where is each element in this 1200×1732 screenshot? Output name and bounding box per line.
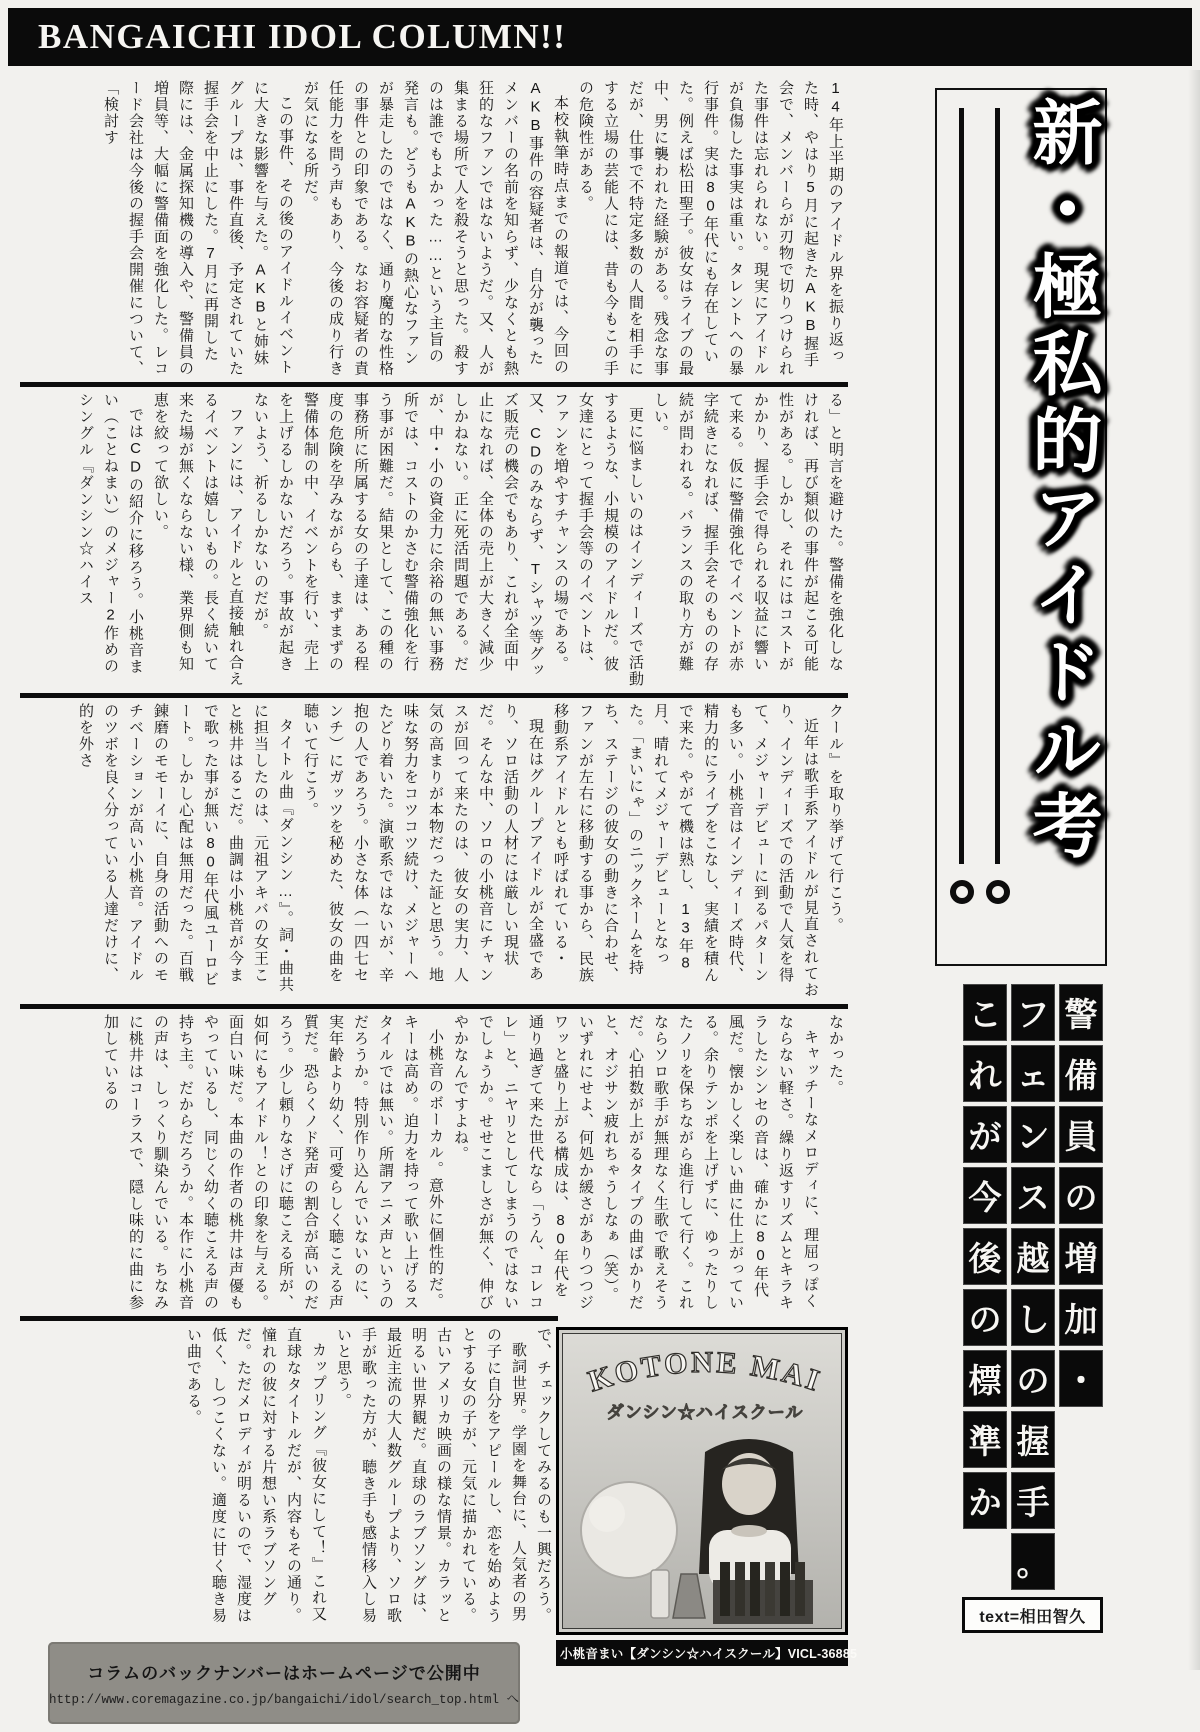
paragraph: なかった。 xyxy=(827,1014,844,1097)
cotton-candy xyxy=(581,1482,677,1578)
test-tube xyxy=(720,1562,730,1616)
masthead-banner xyxy=(8,8,1192,66)
decorative-line xyxy=(959,108,964,864)
article-band-2 xyxy=(20,392,848,688)
column-title-box xyxy=(935,88,1107,966)
subhead-tile: ェ xyxy=(1011,1045,1055,1102)
cd-jacket-frame xyxy=(556,1327,848,1635)
band-divider-rule xyxy=(20,1004,848,1009)
subhead-tile: こ xyxy=(963,984,1007,1041)
paragraph: で、チェックしてみるのも一興だろう。 xyxy=(535,1327,552,1624)
cd-logo-text: KOTONE MAI xyxy=(584,1345,827,1399)
subhead-tile: ン xyxy=(1011,1106,1055,1163)
paragraph: カップリング『彼女にして！』これ又直球なタイトルだが、内容もその通り。憧れの彼に対する片想い系ラブソングだ。ただメロディが明るいので、湿度は低く、しつこくない。適度に甘く聴き易い曲である。 xyxy=(185,1327,327,1624)
band-divider-rule xyxy=(20,1316,558,1321)
subhead-tile: 加 xyxy=(1059,1289,1103,1346)
paragraph: 歌詞世界。学園を舞台に、人気者の男の子に自分をアピールし、恋を始めようとする女の子が、元気に描かれている。古いアメリカ映画の様な情景。カラッと明るい世界観だ。直球のラブソングは、最近主流の大人数グループより、ソロ歌手が歌った方が、聴き手も感情移入し易いと思う。 xyxy=(335,1327,527,1624)
subhead-tile: 準 xyxy=(963,1411,1007,1468)
subhead-tile: し xyxy=(1011,1289,1055,1346)
column-title: 新・極私的アイドル考 xyxy=(1023,96,1101,866)
flask xyxy=(673,1574,705,1618)
cotton-candy-highlight xyxy=(589,1496,625,1532)
paragraph: 本校執筆時点までの報道では、今回のAKB事件の容疑者は、自分が襲ったメンバーの名前を知らず、少なくとも熱狂的なファンではないようだ。又、人が集まる場所で人を殺そうと思った。殺すのは誰でもよかった……という主旨の発言も。どうもAKBの熱心なファンが暴走したのではなく、通り魔的な性格の事件との印象である。なお容疑者の責任能力を問う声もあり、今後の成り行きが気になる所だ。 xyxy=(302,80,569,377)
paragraph: ファンには、アイドルと直接触れ合えるイベントは嬉しいもの。長く続いて来た場が無くならない様、業界側も知恵を絞って欲しい。 xyxy=(152,392,244,688)
paragraph: 現在はグループアイドルが全盛であり、ソロ活動の人材には厳しい現状だ。そんな中、ソロの小桃音にチャンスが回って来たのは、彼女の実力、人気の高まりが本物だった証と思う。地味な努力をコツコツ続け、メジャーへたどり着いた。演歌系ではないが、辛抱の人であろう。小さな体（一四七センチ）にガッツを秘めた、彼女の曲を聴いて行こう。 xyxy=(302,703,544,984)
decorative-ring xyxy=(986,880,1010,904)
cd-jacket-photo xyxy=(562,1333,842,1629)
test-tube xyxy=(750,1562,760,1616)
cd-jacket-illustration xyxy=(563,1334,842,1629)
subhead-tile: の xyxy=(1059,1167,1103,1224)
subhead-tile: 。 xyxy=(1011,1533,1055,1590)
subhead-tile: が xyxy=(963,1106,1007,1163)
article-band-3 xyxy=(20,703,848,999)
paragraph: この事件、その後のアイドルイベントに大きな影響を与えた。AKBと姉妹グループは、事件直後、予定されていた握手会を中止にした。7月に再開した際には、金属探知機の導入や、警備員の増員等、大幅に警備面を強化した。レコード会社は今後の握手会開催について、「検討す xyxy=(102,80,294,377)
subhead-tile: フ xyxy=(1011,984,1055,1041)
subhead-tile: 員 xyxy=(1059,1106,1103,1163)
paragraph: 近年は歌手系アイドルが見直されており、インディーズでの活動で人気を得て、メジャーデビューに到るパターンも多い。小桃音はインディーズ時代、精力的にライブをこなし、実績を積んで来た。やがて機は熟し、13年8月、晴れてメジャーデビューとなった。「まいにゃ」のニックネームを持ち、ステージの彼女の動きに合わせ、ファンが左右に移動する事から、民族移動系アイドルとも呼ばれている・ xyxy=(552,703,819,999)
girl-necklace xyxy=(731,1525,767,1537)
subhead-tile: か xyxy=(963,1472,1007,1529)
subhead-tile: 越 xyxy=(1011,1228,1055,1285)
paragraph: 更に悩ましいのはインディーズで活動するような、小規模のアイドルだ。彼女達にとって握手会等のイベントは、ファンを増やすチャンスの場である。又、CDのみならず、Tシャツ等グッズ販売の機会でもあり、これが全面中止になれば、全体の売上が大きく減少しかねない。正に死活問題である。だが、中・小の資金力に余裕の無い事務所では、コストのかさむ警備強化を行う事が困難だ。結果として、この種の事務所に所属する女の子達は、ある程度の危険を孕みながらも、まずまずの警備体制の中、イベントを行い、売上を上げるしかないだろう。事故が起きないよう、祈るしかないのだが。 xyxy=(252,392,644,688)
subhead-column xyxy=(1011,984,1055,1590)
subhead-tile: の xyxy=(1011,1350,1055,1407)
subhead-tile: 手 xyxy=(1011,1472,1055,1529)
subhead-tile: ス xyxy=(1011,1167,1055,1224)
subhead-tile: 後 xyxy=(963,1228,1007,1285)
article-band-5 xyxy=(20,1327,556,1637)
article-band-4 xyxy=(20,1014,848,1312)
footer-url: http://www.coremagazine.co.jp/bangaichi/idol/search_top.html へ xyxy=(48,1693,520,1707)
subhead-tile: 握 xyxy=(1011,1411,1055,1468)
paragraph: クール』を取り挙げて行こう。 xyxy=(827,703,844,934)
footer-banner xyxy=(48,1642,520,1724)
paragraph: 小桃音のボーカル。意外に個性的だ。キーは高め。迫力を持って歌い上げるスタイルでは無い。所謂アニメ声というのだろうか。特別作り込んでいないのに、実年齢より幼く、可愛らしく聴こえる声質だ。恐らくノド発声の割合が高いのだろう。少し頼りなさげに聴こえる所が、如何にもアイドル！との印象を与える。面白い味だ。本曲の作者の桃井は声優もやっているし、同じく幼く聴こえる声の持ち主。だからだろうか。本作に小桃音の声は、しっくり馴染んでいる。ちなみに桃井はコーラスで、隠し味的に曲に参加しているの xyxy=(102,1014,444,1311)
scan-edge-shadow xyxy=(1188,70,1200,1670)
test-tube xyxy=(765,1562,775,1616)
subhead-tile: 備 xyxy=(1059,1045,1103,1102)
paragraph: タイトル曲『ダンシン…』。詞・曲共に担当したのは、元祖アキバの女王こと桃井はるこだ。曲調は小桃音が今まで歌った事が無い80年代風ユーロビート。しかし心配は無用だった。百戦錬磨のモモーイに、自身の活動へのモチベーションが高い小桃音。アイドルのツボを良く分っている人達だけに、的を外さ xyxy=(77,703,294,993)
subhead-tile: 警 xyxy=(1059,984,1103,1041)
subheadline-tiles xyxy=(962,984,1103,1590)
article-band-1 xyxy=(20,80,848,378)
subhead-tile: 増 xyxy=(1059,1228,1103,1285)
paragraph: る」と明言を避けた。警備を強化しなければ、再び類似の事件が起こる可能性がある。しかし、それにはコストがかかり、握手会で得られる収益に響いて来る。仮に警備強化でイベントが赤字続きになれば、握手会そのものの存続が問われる。バランスの取り方が難しい。 xyxy=(652,392,844,673)
subhead-tile: ・ xyxy=(1059,1350,1103,1407)
test-tube xyxy=(795,1562,805,1616)
cd-title-text: ダンシン☆ハイスクール xyxy=(606,1403,804,1422)
cd-caption: 小桃音まい【ダンシン☆ハイスクール】VICL-36885 xyxy=(556,1640,848,1666)
masthead-title: BANGAICHI IDOL COLUMN!! xyxy=(38,17,567,56)
band-divider-rule xyxy=(20,382,848,387)
decorative-line xyxy=(995,108,1000,864)
subhead-tile: れ xyxy=(963,1045,1007,1102)
subhead-column xyxy=(1059,984,1103,1590)
author-credit: text=相田智久 xyxy=(962,1597,1103,1633)
paragraph: キャッチーなメロディに、理屈っぽくならない軽さ。繰り返すリズムとキラキラしたシンセの音は、確かに80年代風だ。懐かしく楽しい曲に仕上がっている。余りテンポを上げずに、ゆったりしたノリを保ちながら進行して行く。これならソロ歌手が無理なく生歌で歌えそうだ。心拍数が上がるタイプの曲ばかりだと、オジサン疲れちゃうしなぁ（笑）。いずれにせよ、何処か緩さがありつつジワッと盛り上がる構成は、80年代を通り過ぎて来た世代なら「うん、コレコレ」と、ニヤリとしてしまうのではないでしょうか。せせこましさが無く、伸びやかなんですよね。 xyxy=(452,1014,819,1311)
subhead-tile: の xyxy=(963,1289,1007,1346)
footer-notice: コラムのバックナンバーはホームページで公開中 xyxy=(87,1664,481,1683)
subhead-tile: 今 xyxy=(963,1167,1007,1224)
test-tube xyxy=(735,1562,745,1616)
bottle xyxy=(651,1570,669,1618)
paragraph: ではCDの紹介に移ろう。小桃音まい（ことねまい）のメジャー2作めのシングル『ダンシン☆ハイス xyxy=(77,392,144,675)
subhead-tile: 標 xyxy=(963,1350,1007,1407)
paragraph: 14年上半期のアイドル界を振り返った時、やはり5月に起きたAKB握手会で、メンバーらが刃物で切りつけられた事件は忘れられない。現実にアイドルが負傷した事実は重い。タレントへの暴行事件。実は80年代にも存在していた。例えば松田聖子。彼女はライブの最中、男に襲われた経験がある。残念な事だが、仕事で不特定多数の人間を相手にする立場の芸能人には、昔も今もこの手の危険性がある。 xyxy=(577,80,844,377)
band-divider-rule xyxy=(20,693,848,698)
test-tube xyxy=(780,1562,790,1616)
subhead-column xyxy=(963,984,1007,1590)
decorative-ring xyxy=(950,880,974,904)
